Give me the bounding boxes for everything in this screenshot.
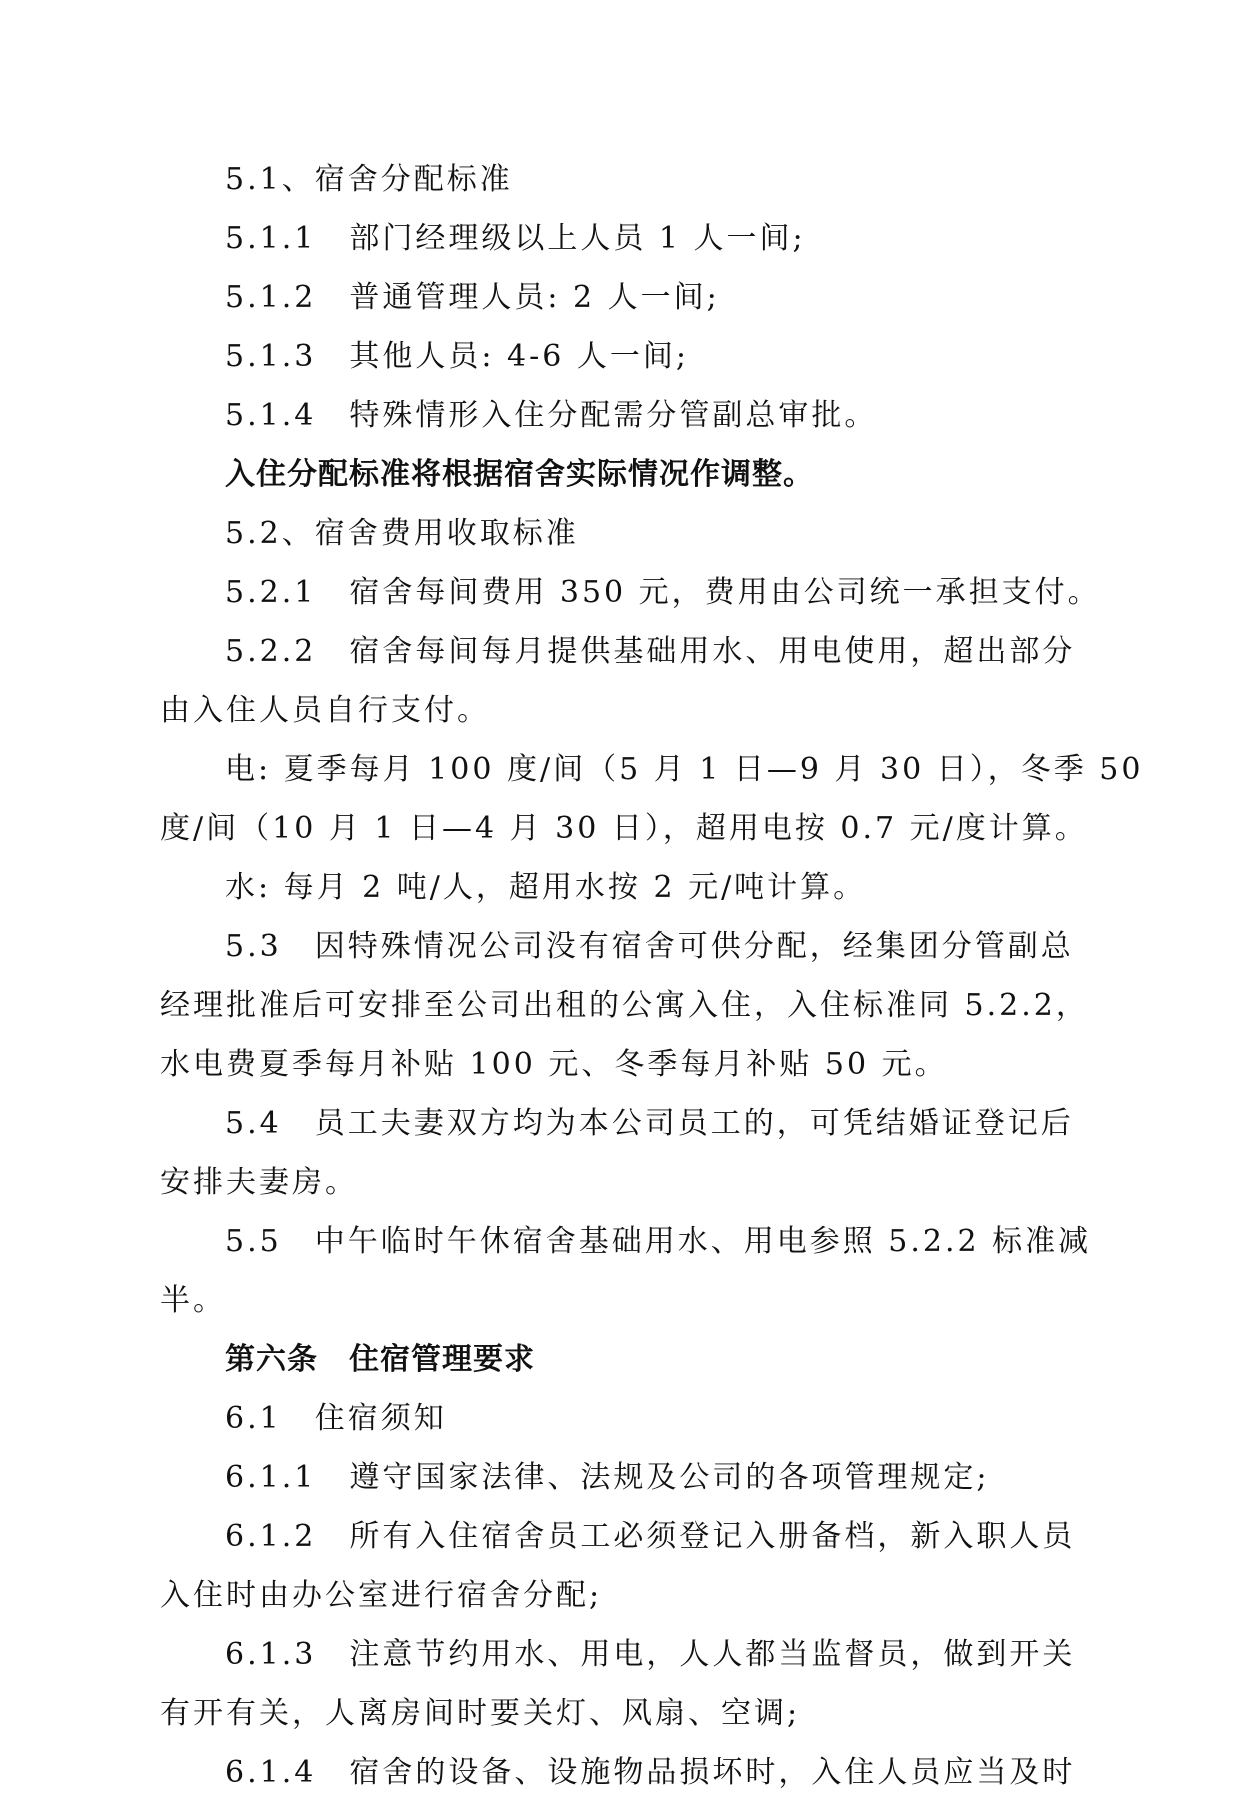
- clause-5-1-3: 5.1.3 其他人员: 4-6 人一间;: [225, 339, 689, 374]
- clause-5-2-1: 5.2.1 宿舍每间费用 350 元，费用由公司统一承担支付。: [225, 575, 1101, 610]
- clause-5-2-2-line1: 5.2.2 宿舍每间每月提供基础用水、用电使用，超出部分: [225, 634, 1076, 669]
- clause-5-3-line2: 经理批准后可安排至公司出租的公寓入住，入住标准同 5.2.2，: [160, 988, 1089, 1023]
- clause-5-3-line3: 水电费夏季每月补贴 100 元、冬季每月补贴 50 元。: [160, 1047, 948, 1082]
- bold-note: 入住分配标准将根据宿舍实际情况作调整。: [225, 457, 814, 492]
- clause-5-1-1: 5.1.1 部门经理级以上人员 1 人一间;: [225, 221, 806, 256]
- clause-5-4-line1: 5.4 员工夫妻双方均为本公司员工的，可凭结婚证登记后: [225, 1106, 1074, 1141]
- heading-5-1: 5.1、宿舍分配标准: [225, 162, 513, 197]
- clause-6-1-3-line2: 有开有关，人离房间时要关灯、风扇、空调;: [160, 1696, 801, 1731]
- heading-6-1: 6.1 住宿须知: [225, 1401, 447, 1436]
- clause-5-5-line2: 半。: [160, 1283, 226, 1318]
- clause-6-1-4-line1: 6.1.4 宿舍的设备、设施物品损坏时，入住人员应当及时: [225, 1755, 1076, 1790]
- electricity-line1: 电: 夏季每月 100 度/间（5 月 1 日—9 月 30 日），冬季 50: [225, 752, 1144, 787]
- clause-5-2-2-line2: 由入住人员自行支付。: [160, 693, 490, 728]
- clause-5-4-line2: 安排夫妻房。: [160, 1165, 358, 1200]
- clause-5-1-4: 5.1.4 特殊情形入住分配需分管副总审批。: [225, 398, 878, 433]
- clause-6-1-1: 6.1.1 遵守国家法律、法规及公司的各项管理规定;: [225, 1460, 990, 1495]
- clause-6-1-2-line2: 入住时由办公室进行宿舍分配;: [160, 1578, 603, 1613]
- clause-5-3-line1: 5.3 因特殊情况公司没有宿舍可供分配，经集团分管副总: [225, 929, 1074, 964]
- clause-6-1-3-line1: 6.1.3 注意节约用水、用电，人人都当监督员，做到开关: [225, 1637, 1076, 1672]
- section-title-article-6: 第六条 住宿管理要求: [225, 1342, 535, 1377]
- electricity-line2: 度/间（10 月 1 日—4 月 30 日），超用电按 0.7 元/度计算。: [160, 811, 1088, 846]
- document-body: [160, 150, 1144, 1802]
- clause-5-1-2: 5.1.2 普通管理人员: 2 人一间;: [225, 280, 720, 315]
- water-line: 水: 每月 2 吨/人，超用水按 2 元/吨计算。: [225, 870, 867, 905]
- clause-6-1-2-line1: 6.1.2 所有入住宿舍员工必须登记入册备档，新入职人员: [225, 1519, 1076, 1554]
- clause-5-5-line1: 5.5 中午临时午休宿舍基础用水、用电参照 5.2.2 标准减: [225, 1224, 1092, 1259]
- heading-5-2: 5.2、宿舍费用收取标准: [225, 516, 579, 551]
